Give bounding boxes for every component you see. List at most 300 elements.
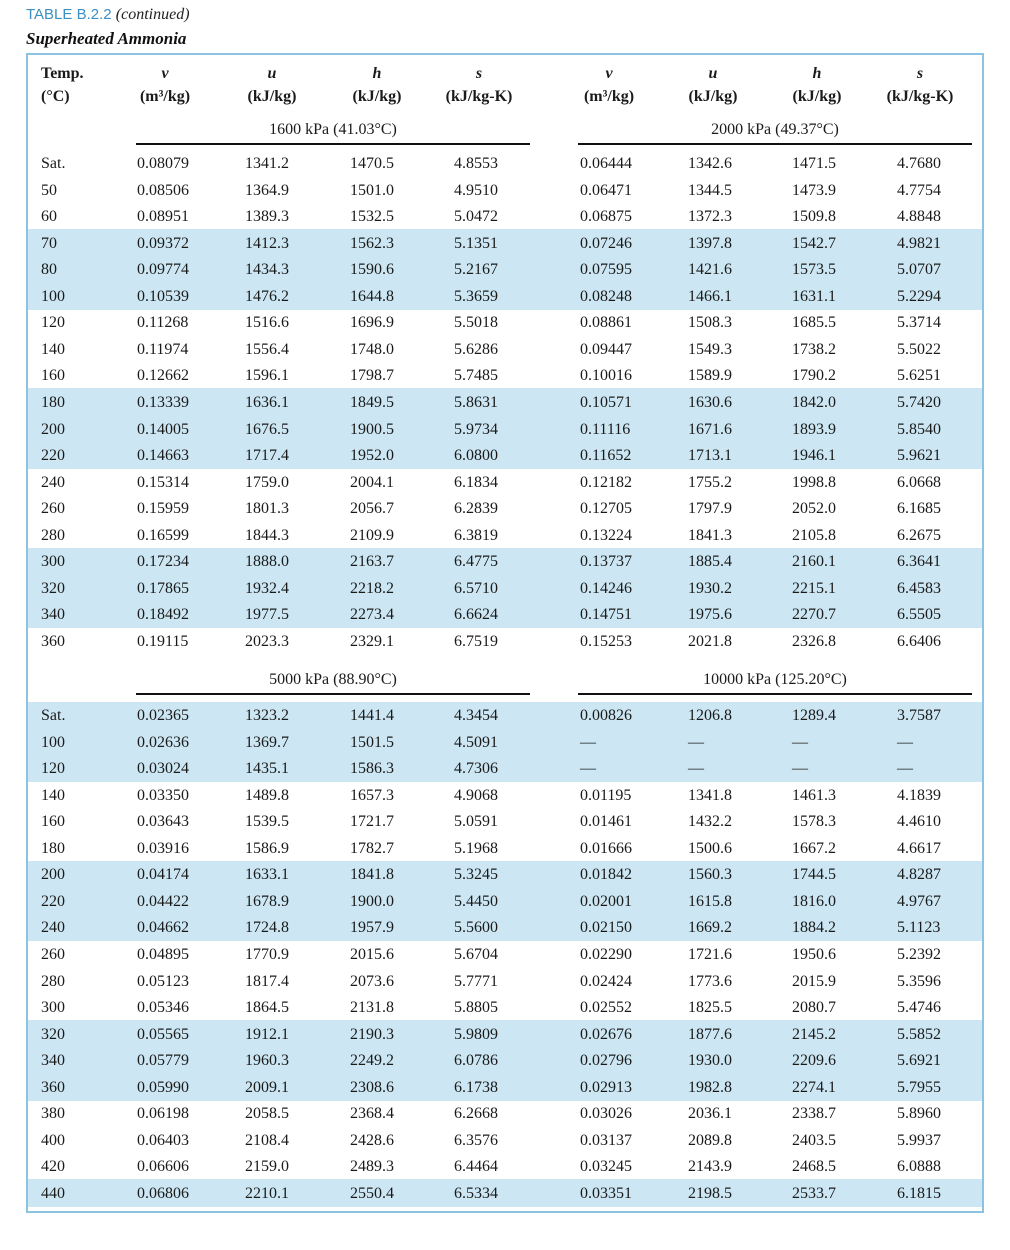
cell-v-left: 0.04174 (137, 866, 189, 884)
table-row (0, 835, 1010, 862)
cell-v-left: 0.08951 (137, 208, 189, 226)
table-row (0, 575, 1010, 602)
cell-u-right: 2021.8 (688, 632, 732, 650)
cell-h-right: 2468.5 (792, 1158, 836, 1176)
cell-s-right: 4.8848 (897, 208, 941, 226)
cell-v-left: 0.05779 (137, 1052, 189, 1070)
cell-temp: 320 (41, 1025, 65, 1043)
cell-s-right: 4.7754 (897, 181, 941, 199)
cell-u-left: 2210.1 (245, 1184, 289, 1202)
cell-s-right: 5.0707 (897, 261, 941, 279)
cell-h-left: 2428.6 (350, 1131, 394, 1149)
cell-h-right: 1471.5 (792, 155, 836, 172)
cell-h-right: 1893.9 (792, 420, 836, 438)
cell-v-right: 0.15253 (580, 632, 632, 650)
cell-u-left: 1369.7 (245, 733, 289, 751)
cell-v-left: 0.18492 (137, 606, 189, 624)
table-row (0, 729, 1010, 756)
cell-s-left: 6.1738 (454, 1078, 498, 1096)
col-header-u-left (248, 62, 297, 108)
cell-s-right: 4.6617 (897, 839, 941, 857)
col-header-s-right (887, 62, 954, 108)
cell-temp: 100 (41, 733, 65, 751)
cell-temp: 240 (41, 919, 65, 937)
cell-temp: 180 (41, 839, 65, 857)
cell-h-left: 1952.0 (350, 447, 394, 465)
table-row (0, 702, 1010, 729)
cell-u-right: 1508.3 (688, 314, 732, 332)
cell-v-left: 0.17234 (137, 553, 189, 571)
col-header-unit: (kJ/kg-K) (445, 88, 513, 105)
cell-s-right: 5.7955 (897, 1078, 941, 1096)
cell-v-right: 0.12182 (580, 473, 632, 491)
cell-u-right: 1342.6 (688, 155, 732, 172)
cell-u-right: 1344.5 (688, 181, 732, 199)
table-row (0, 914, 1010, 941)
cell-u-left: 1717.4 (245, 447, 289, 465)
cell-u-left: 2108.4 (245, 1131, 289, 1149)
cell-temp: 200 (41, 420, 65, 438)
cell-u-left: 1678.9 (245, 892, 289, 910)
col-header-unit: (m³/kg) (583, 88, 635, 105)
table-row (0, 782, 1010, 809)
cell-h-left: 1696.9 (350, 314, 394, 332)
cell-u-right: 1755.2 (688, 473, 732, 491)
cell-v-left: 0.05565 (137, 1025, 189, 1043)
cell-h-left: 2368.4 (350, 1105, 394, 1123)
cell-h-right: 2015.9 (792, 972, 836, 990)
table-title: Superheated Ammonia (26, 29, 187, 48)
cell-v-right: — (580, 760, 596, 778)
cell-u-left: 1844.3 (245, 526, 289, 544)
cell-s-left: 5.8805 (454, 999, 498, 1017)
cell-u-left: 1516.6 (245, 314, 289, 332)
table-number: TABLE B.2.2 (26, 6, 112, 23)
cell-u-right: 2143.9 (688, 1158, 732, 1176)
cell-s-left: 5.0591 (454, 813, 498, 831)
table-row (0, 1074, 1010, 1101)
cell-s-left: 6.5334 (454, 1184, 498, 1202)
pressure-group-left-1 (136, 670, 530, 695)
cell-h-left: 1900.0 (350, 892, 394, 910)
column-header-row (0, 62, 1010, 114)
cell-v-right: 0.11652 (580, 447, 632, 465)
table-row (0, 442, 1010, 469)
cell-u-right: — (688, 733, 704, 751)
cell-v-right: 0.09447 (580, 340, 632, 358)
col-header-v-left (140, 62, 190, 108)
cell-s-left: 6.7519 (454, 632, 498, 650)
cell-v-left: 0.16599 (137, 526, 189, 544)
continued-note: (continued) (115, 6, 190, 23)
cell-u-right: 1560.3 (688, 866, 732, 884)
table-row (0, 1127, 1010, 1154)
cell-u-right: 1589.9 (688, 367, 732, 385)
cell-temp: 70 (41, 234, 57, 252)
cell-u-right: 1930.0 (688, 1052, 732, 1070)
cell-h-right: 1542.7 (792, 234, 836, 252)
cell-v-left: 0.12662 (137, 367, 189, 385)
cell-temp: Sat. (41, 155, 66, 172)
col-header-h-right (793, 62, 842, 108)
cell-u-left: 2009.1 (245, 1078, 289, 1096)
cell-u-right: 1206.8 (688, 707, 732, 724)
pressure-group-label: 10000 kPa (125.20°C) (703, 671, 847, 688)
table-row (0, 177, 1010, 204)
table-row (0, 230, 1010, 257)
cell-s-right: 6.0668 (897, 473, 941, 491)
pressure-group-right-0 (578, 120, 972, 145)
col-header-s-left (446, 62, 513, 108)
table-row (0, 203, 1010, 230)
table-row (0, 1100, 1010, 1127)
cell-v-right: 0.14246 (580, 579, 632, 597)
cell-v-left: 0.05123 (137, 972, 189, 990)
cell-temp: 240 (41, 473, 65, 491)
cell-s-right: 5.3596 (897, 972, 941, 990)
cell-s-right: 5.4746 (897, 999, 941, 1017)
cell-s-left: 6.1834 (454, 473, 498, 491)
cell-v-right: 0.11116 (580, 420, 631, 438)
cell-v-left: 0.03350 (137, 786, 189, 804)
cell-v-right: 0.02150 (580, 919, 632, 937)
cell-u-right: 2089.8 (688, 1131, 732, 1149)
table-row (0, 495, 1010, 522)
cell-h-right: 1738.2 (792, 340, 836, 358)
cell-u-right: 1825.5 (688, 999, 732, 1017)
cell-v-right: 0.10016 (580, 367, 632, 385)
table-row (0, 1180, 1010, 1207)
group-underline (136, 143, 530, 145)
cell-s-right: 5.7420 (897, 393, 941, 411)
col-header-unit: (kJ/kg) (247, 88, 297, 105)
cell-s-right: 5.8960 (897, 1105, 941, 1123)
table-row (0, 808, 1010, 835)
cell-s-right: 4.9821 (897, 234, 941, 252)
pressure-group-right-1 (578, 670, 972, 695)
table-row (0, 548, 1010, 575)
cell-v-left: 0.11974 (137, 340, 189, 358)
cell-temp: 280 (41, 972, 65, 990)
cell-u-right: 1773.6 (688, 972, 732, 990)
cell-v-left: 0.02636 (137, 733, 189, 751)
cell-s-right: 4.8287 (897, 866, 941, 884)
cell-s-left: 5.9734 (454, 420, 498, 438)
cell-v-right: 0.03026 (580, 1105, 632, 1123)
cell-temp: 300 (41, 999, 65, 1017)
cell-h-left: 2218.2 (350, 579, 394, 597)
cell-temp: 280 (41, 526, 65, 544)
cell-temp: Sat. (41, 707, 66, 724)
cell-h-left: 1532.5 (350, 208, 394, 226)
cell-u-right: 1669.2 (688, 919, 732, 937)
cell-h-right: 2338.7 (792, 1105, 836, 1123)
cell-u-left: 1960.3 (245, 1052, 289, 1070)
table-label (26, 6, 190, 24)
cell-v-right: 0.13224 (580, 526, 632, 544)
cell-u-right: 1341.8 (688, 786, 732, 804)
group-underline (578, 693, 972, 695)
group-underline (136, 693, 530, 695)
cell-s-right: 5.6251 (897, 367, 941, 385)
cell-u-right: 1877.6 (688, 1025, 732, 1043)
cell-u-left: 1676.5 (245, 420, 289, 438)
cell-s-right: 6.2675 (897, 526, 941, 544)
col-header-symbol: h (812, 65, 822, 82)
cell-h-left: 1644.8 (350, 287, 394, 305)
cell-v-right: 0.08861 (580, 314, 632, 332)
cell-v-right: 0.07246 (580, 234, 632, 252)
cell-s-right: 4.7680 (897, 155, 941, 172)
cell-h-left: 2249.2 (350, 1052, 394, 1070)
cell-h-left: 2273.4 (350, 606, 394, 624)
cell-u-right: 1500.6 (688, 839, 732, 857)
cell-h-right: 1667.2 (792, 839, 836, 857)
cell-h-left: 1721.7 (350, 813, 394, 831)
cell-u-left: 1586.9 (245, 839, 289, 857)
cell-s-left: 5.3659 (454, 287, 498, 305)
cell-v-left: 0.05346 (137, 999, 189, 1017)
cell-h-right: 1744.5 (792, 866, 836, 884)
cell-h-right: 1573.5 (792, 261, 836, 279)
cell-v-left: 0.02365 (137, 707, 189, 724)
cell-s-right: 5.2294 (897, 287, 941, 305)
cell-v-right: 0.03351 (580, 1184, 632, 1202)
cell-s-left: 5.7485 (454, 367, 498, 385)
cell-s-left: 6.4775 (454, 553, 498, 571)
cell-u-left: 1864.5 (245, 999, 289, 1017)
cell-v-left: 0.17865 (137, 579, 189, 597)
cell-u-right: 1432.2 (688, 813, 732, 831)
cell-v-left: 0.04895 (137, 945, 189, 963)
cell-u-right: 1466.1 (688, 287, 732, 305)
cell-u-left: 1932.4 (245, 579, 289, 597)
cell-temp: 260 (41, 500, 65, 518)
cell-u-right: 1885.4 (688, 553, 732, 571)
cell-s-left: 6.0786 (454, 1052, 498, 1070)
cell-s-left: 4.3454 (454, 707, 498, 724)
cell-s-left: 5.2167 (454, 261, 498, 279)
cell-u-left: 1801.3 (245, 500, 289, 518)
table-row (0, 1047, 1010, 1074)
cell-v-right: 0.01842 (580, 866, 632, 884)
cell-v-right: 0.02796 (580, 1052, 632, 1070)
cell-s-left: 5.0472 (454, 208, 498, 226)
cell-u-left: 1412.3 (245, 234, 289, 252)
cell-s-right: 6.4583 (897, 579, 941, 597)
cell-temp: 100 (41, 287, 65, 305)
cell-h-left: 2109.9 (350, 526, 394, 544)
cell-temp: 320 (41, 579, 65, 597)
cell-u-left: 1364.9 (245, 181, 289, 199)
col-header-symbol: v (605, 65, 613, 82)
cell-v-right: 0.14751 (580, 606, 632, 624)
cell-temp: 420 (41, 1158, 65, 1176)
cell-s-left: 5.6286 (454, 340, 498, 358)
cell-temp: 300 (41, 553, 65, 571)
cell-v-right: 0.13737 (580, 553, 632, 571)
col-header-symbol: u (708, 65, 718, 82)
col-header-symbol: s (475, 65, 483, 82)
cell-v-right: 0.06444 (580, 155, 632, 172)
table-row (0, 628, 1010, 655)
cell-h-right: 2160.1 (792, 553, 836, 571)
cell-u-right: 1372.3 (688, 208, 732, 226)
cell-h-right: 2145.2 (792, 1025, 836, 1043)
cell-h-left: 1748.0 (350, 340, 394, 358)
cell-v-left: 0.06198 (137, 1105, 189, 1123)
cell-s-left: 5.4450 (454, 892, 498, 910)
col-header-temp-unit: (°C) (41, 88, 70, 105)
cell-s-left: 6.0800 (454, 447, 498, 465)
cell-s-left: 4.7306 (454, 760, 498, 778)
table-row (0, 755, 1010, 782)
cell-h-right: 1950.6 (792, 945, 836, 963)
col-header-symbol: h (372, 65, 382, 82)
cell-h-left: 2308.6 (350, 1078, 394, 1096)
table-row (0, 150, 1010, 177)
cell-v-right: 0.03137 (580, 1131, 632, 1149)
table-row (0, 1153, 1010, 1180)
col-header-symbol: u (267, 65, 277, 82)
cell-s-left: 6.2668 (454, 1105, 498, 1123)
cell-h-right: 1816.0 (792, 892, 836, 910)
cell-s-left: 4.8553 (454, 155, 498, 172)
cell-h-left: 1798.7 (350, 367, 394, 385)
cell-h-right: 1289.4 (792, 707, 836, 724)
cell-s-right: 5.5022 (897, 340, 941, 358)
cell-h-left: 1590.6 (350, 261, 394, 279)
cell-s-right: 6.6406 (897, 632, 941, 650)
cell-s-right: 4.9767 (897, 892, 941, 910)
cell-s-left: 6.6624 (454, 606, 498, 624)
col-header-symbol: v (161, 65, 169, 82)
cell-s-right: 5.3714 (897, 314, 941, 332)
cell-u-left: 1476.2 (245, 287, 289, 305)
cell-h-right: 1509.8 (792, 208, 836, 226)
cell-s-left: 6.3576 (454, 1131, 498, 1149)
cell-temp: 160 (41, 367, 65, 385)
cell-v-left: 0.15959 (137, 500, 189, 518)
table-row (0, 336, 1010, 363)
col-header-unit: (kJ/kg) (792, 88, 842, 105)
cell-h-left: 1470.5 (350, 155, 394, 172)
cell-h-right: 1998.8 (792, 473, 836, 491)
cell-h-left: 1657.3 (350, 786, 394, 804)
cell-v-right: 0.01195 (580, 786, 632, 804)
col-header-h-left (353, 62, 402, 108)
cell-u-left: 1817.4 (245, 972, 289, 990)
cell-h-right: 2052.0 (792, 500, 836, 518)
cell-s-left: 5.6704 (454, 945, 498, 963)
cell-s-right: — (897, 733, 913, 751)
cell-s-left: 6.4464 (454, 1158, 498, 1176)
cell-temp: 120 (41, 314, 65, 332)
cell-u-left: 1341.2 (245, 155, 289, 172)
cell-h-left: 2056.7 (350, 500, 394, 518)
cell-s-left: 6.2839 (454, 500, 498, 518)
cell-u-left: 1556.4 (245, 340, 289, 358)
cell-h-left: 2190.3 (350, 1025, 394, 1043)
cell-u-right: 1671.6 (688, 420, 732, 438)
cell-h-left: 2550.4 (350, 1184, 394, 1202)
cell-v-left: 0.06403 (137, 1131, 189, 1149)
cell-s-left: 5.7771 (454, 972, 498, 990)
cell-h-right: 2105.8 (792, 526, 836, 544)
cell-u-left: 2159.0 (245, 1158, 289, 1176)
table-row (0, 522, 1010, 549)
cell-h-right: 1790.2 (792, 367, 836, 385)
cell-v-right: 0.08248 (580, 287, 632, 305)
cell-v-left: 0.04662 (137, 919, 189, 937)
cell-h-right: — (792, 760, 808, 778)
cell-temp: 380 (41, 1105, 65, 1123)
cell-h-left: 1586.3 (350, 760, 394, 778)
cell-s-left: 5.8631 (454, 393, 498, 411)
col-header-unit: (kJ/kg) (352, 88, 402, 105)
cell-h-left: 1501.0 (350, 181, 394, 199)
cell-u-left: 1759.0 (245, 473, 289, 491)
cell-temp: 340 (41, 1052, 65, 1070)
cell-u-right: 1713.1 (688, 447, 732, 465)
cell-u-left: 2023.3 (245, 632, 289, 650)
cell-v-left: 0.15314 (137, 473, 189, 491)
cell-h-left: 2015.6 (350, 945, 394, 963)
cell-h-right: 2326.8 (792, 632, 836, 650)
cell-s-right: 4.4610 (897, 813, 941, 831)
cell-h-right: — (792, 733, 808, 751)
cell-s-left: 6.5710 (454, 579, 498, 597)
cell-u-right: 2198.5 (688, 1184, 732, 1202)
cell-h-right: 2270.7 (792, 606, 836, 624)
cell-h-right: 1473.9 (792, 181, 836, 199)
cell-s-left: 4.5091 (454, 733, 498, 751)
cell-v-right: 0.06875 (580, 208, 632, 226)
cell-v-right: — (580, 733, 596, 751)
cell-v-left: 0.09774 (137, 261, 189, 279)
cell-u-left: 1434.3 (245, 261, 289, 279)
cell-h-right: 1461.3 (792, 786, 836, 804)
cell-h-left: 1841.8 (350, 866, 394, 884)
cell-h-right: 1685.5 (792, 314, 836, 332)
cell-u-left: 1888.0 (245, 553, 289, 571)
cell-v-right: 0.02424 (580, 972, 632, 990)
cell-v-left: 0.03916 (137, 839, 189, 857)
cell-u-left: 1323.2 (245, 707, 289, 724)
cell-u-right: 1421.6 (688, 261, 732, 279)
cell-u-left: 1636.1 (245, 393, 289, 411)
cell-u-right: — (688, 760, 704, 778)
cell-v-left: 0.11268 (137, 314, 189, 332)
cell-h-right: 1631.1 (792, 287, 836, 305)
cell-u-left: 1389.3 (245, 208, 289, 226)
cell-u-left: 1633.1 (245, 866, 289, 884)
cell-h-left: 1957.9 (350, 919, 394, 937)
cell-h-right: 2080.7 (792, 999, 836, 1017)
cell-s-right: 5.5852 (897, 1025, 941, 1043)
cell-u-left: 1724.8 (245, 919, 289, 937)
cell-u-right: 1630.6 (688, 393, 732, 411)
group-underline (578, 143, 972, 145)
cell-h-right: 1578.3 (792, 813, 836, 831)
cell-h-right: 2533.7 (792, 1184, 836, 1202)
table-row (0, 994, 1010, 1021)
table-row (0, 941, 1010, 968)
cell-v-left: 0.03643 (137, 813, 189, 831)
cell-temp: 360 (41, 632, 65, 650)
cell-v-left: 0.08506 (137, 181, 189, 199)
table-row (0, 309, 1010, 336)
